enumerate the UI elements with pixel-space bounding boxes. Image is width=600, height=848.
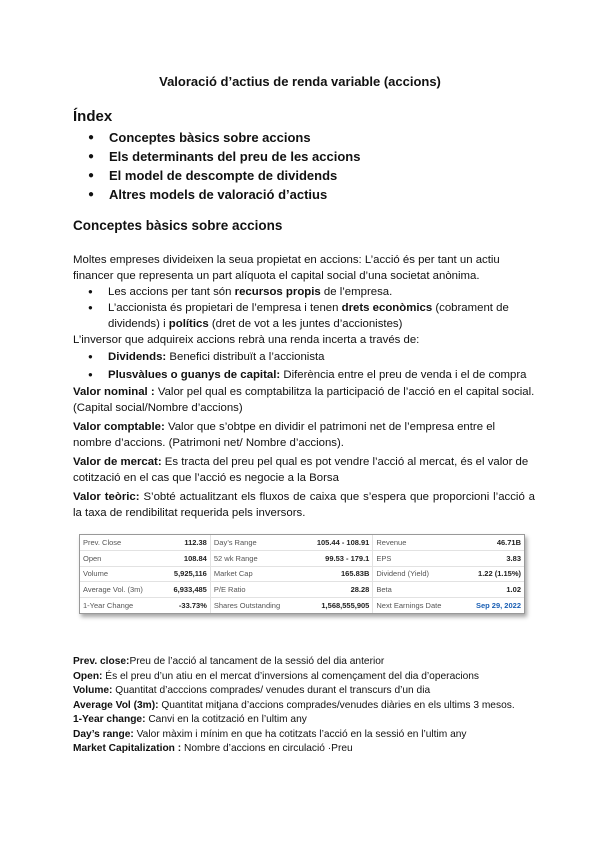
section-heading: Conceptes bàsics sobre accions bbox=[73, 218, 283, 233]
def-valor-mercat bbox=[73, 454, 535, 486]
stat-value: 46.71B bbox=[461, 535, 524, 551]
section-body bbox=[73, 252, 535, 521]
glossary-definition: Quantitat d’acccions comprades/ venudes durant el transcurs d’un dia bbox=[112, 685, 431, 696]
stat-value: 99.53 - 179.1 bbox=[300, 551, 373, 567]
bold-term: Plusvàlues o guanys de capital: bbox=[108, 369, 281, 381]
glossary-entry bbox=[73, 684, 535, 699]
glossary-definition: Canvi en la cotització en l’ultim any bbox=[145, 714, 307, 725]
text: S’obté actualitzant els fluxos de caixa que s’espera que proporcioni l’acció a la taxa de rendibilitat requerida pels inversors. bbox=[73, 491, 535, 519]
bullet-dividends bbox=[73, 349, 535, 365]
stat-label: Day’s Range bbox=[210, 535, 300, 551]
index-item: ● Conceptes bàsics sobre accions bbox=[88, 128, 360, 147]
glossary-definition: Preu de l’acció al tancament de la sessió del dia anterior bbox=[129, 656, 385, 667]
text: Valor pel qual es comptabilitza la participació de l’acció en el capital social. (Capital social/Nombre d’accions) bbox=[73, 386, 535, 414]
glossary-term: Average Vol (3m): bbox=[73, 699, 159, 711]
stats-grid bbox=[80, 535, 524, 613]
glossary-entry bbox=[73, 699, 535, 714]
text: Es tracta del preu pel qual es pot vendre l’acció al mercat, és el valor de cotització en el cas que l’acció es negocie a la Borsa bbox=[73, 456, 529, 484]
stat-label: Dividend (Yield) bbox=[373, 566, 461, 582]
stat-value: 28.28 bbox=[300, 582, 373, 598]
stat-value: 1.22 (1.15%) bbox=[461, 566, 524, 582]
text: Valor que s’obtpe en dividir el patrimoni net de l’empresa entre el nombre d’accions. (Patrimoni net/ Nombre d’accions). bbox=[73, 421, 496, 449]
stat-value: Sep 29, 2022 bbox=[475, 600, 521, 610]
stat-value: 112.38 bbox=[161, 535, 210, 551]
glossary-entry bbox=[73, 728, 535, 743]
glossary-term: Volume: bbox=[73, 685, 113, 696]
glossary-entry bbox=[73, 742, 535, 757]
glossary-definition: Quantitat mitjana d’accions comprades/venudes diàries en els ultims 3 mesos. bbox=[158, 699, 515, 711]
stat-label: EPS bbox=[373, 551, 461, 567]
glossary-definition: Nombre d’accions en circulació ·Preu bbox=[181, 743, 353, 754]
text: L’accionista és propietari de l’empresa i tenen bbox=[108, 302, 342, 314]
stat-value: 5,925,116 bbox=[161, 566, 210, 582]
text: (dret de vot a les juntes d’accionistes) bbox=[208, 318, 403, 330]
bold-term: drets econòmics bbox=[341, 302, 433, 314]
intro-paragraph: Moltes empreses divideixen la seua propietat en accions: L’acció és per tant un actiu financer que representa un part alíquota el capital social d’una societat anònima. bbox=[73, 254, 500, 282]
text: Benefici distribuït a l’accionista bbox=[166, 351, 325, 363]
stat-label: 52 wk Range bbox=[210, 551, 300, 567]
stat-label: P/E Ratio bbox=[210, 582, 300, 598]
bullet-plusvalues bbox=[73, 367, 535, 383]
inversor-paragraph: L’inversor que adquireix accions rebrà una renda incerta a través de: bbox=[73, 334, 420, 346]
glossary-definition: És el preu d’un atiu en el mercat d’inversions al començament del dia d’operacions bbox=[102, 670, 480, 682]
stat-label: Shares Outstanding bbox=[213, 600, 281, 610]
glossary-definition: Valor màxim i mínim en que ha cotitzats l’acció en la sessió en l’ultim any bbox=[133, 728, 467, 740]
bold-term: Dividends: bbox=[108, 351, 167, 363]
glossary-entry bbox=[73, 655, 535, 670]
index-item: ● Altres models de valoració d’actius bbox=[88, 185, 360, 204]
index-item: ● El model de descompte de dividends bbox=[88, 166, 360, 185]
stat-label: Volume bbox=[80, 566, 161, 582]
glossary-term: Day’s range: bbox=[73, 728, 134, 740]
bold-term: polítics bbox=[168, 318, 209, 330]
def-valor-nominal bbox=[73, 384, 535, 416]
index-list bbox=[88, 128, 360, 204]
text: Les accions per tant són bbox=[108, 286, 235, 298]
stat-value: 6,933,485 bbox=[161, 582, 210, 598]
stat-value: 105.44 - 108.91 bbox=[300, 535, 373, 551]
glossary-entry bbox=[73, 670, 535, 685]
stat-label: Next Earnings Date bbox=[376, 600, 442, 610]
stat-value: 1,568,555,905 bbox=[300, 597, 373, 613]
bullet-recursos-propis bbox=[73, 284, 535, 300]
glossary-term: Market Capitalization : bbox=[73, 743, 182, 754]
stat-value: -33.73% bbox=[161, 597, 210, 613]
bullet-drets bbox=[73, 300, 535, 332]
bold-term: Valor nominal : bbox=[73, 386, 155, 398]
stat-label: Open bbox=[80, 551, 161, 567]
glossary-term: Prev. close: bbox=[73, 656, 130, 667]
stat-label: 1-Year Change bbox=[83, 600, 134, 610]
bold-term: recursos propis bbox=[234, 286, 321, 298]
stats-row bbox=[80, 597, 524, 613]
stat-label: Market Cap bbox=[210, 566, 300, 582]
stat-value: 3.83 bbox=[461, 551, 524, 567]
glossary bbox=[73, 655, 535, 757]
stat-value: 108.84 bbox=[161, 551, 210, 567]
glossary-term: Open: bbox=[73, 670, 103, 682]
index-heading: Índex bbox=[73, 108, 113, 125]
stats-row bbox=[80, 582, 524, 598]
stat-label: Average Vol. (3m) bbox=[80, 582, 161, 598]
bold-term: Valor de mercat: bbox=[73, 456, 162, 468]
stat-value: 165.83B bbox=[300, 566, 373, 582]
stat-label: Prev. Close bbox=[80, 535, 161, 551]
stats-row bbox=[80, 551, 524, 567]
stats-row bbox=[80, 566, 524, 582]
stat-label: Beta bbox=[373, 582, 461, 598]
page-title: Valoració d’actius de renda variable (accions) bbox=[159, 74, 441, 89]
stock-stats-table bbox=[79, 534, 525, 614]
bold-term: Valor comptable: bbox=[73, 421, 165, 433]
glossary-entry bbox=[73, 713, 535, 728]
def-valor-teoric bbox=[73, 489, 535, 521]
bold-term: Valor teòric: bbox=[73, 491, 140, 503]
glossary-term: 1-Year change: bbox=[73, 714, 146, 725]
text: de l’empresa. bbox=[320, 286, 393, 298]
stats-row bbox=[80, 535, 524, 551]
text: (cobrament de dividends) i bbox=[108, 302, 509, 330]
stat-label: Revenue bbox=[373, 535, 461, 551]
index-item: ● Els determinants del preu de les accions bbox=[88, 147, 360, 166]
def-valor-comptable bbox=[73, 419, 535, 451]
stat-value: 1.02 bbox=[461, 582, 524, 598]
text: Diferència entre el preu de venda i el de compra bbox=[280, 369, 527, 381]
